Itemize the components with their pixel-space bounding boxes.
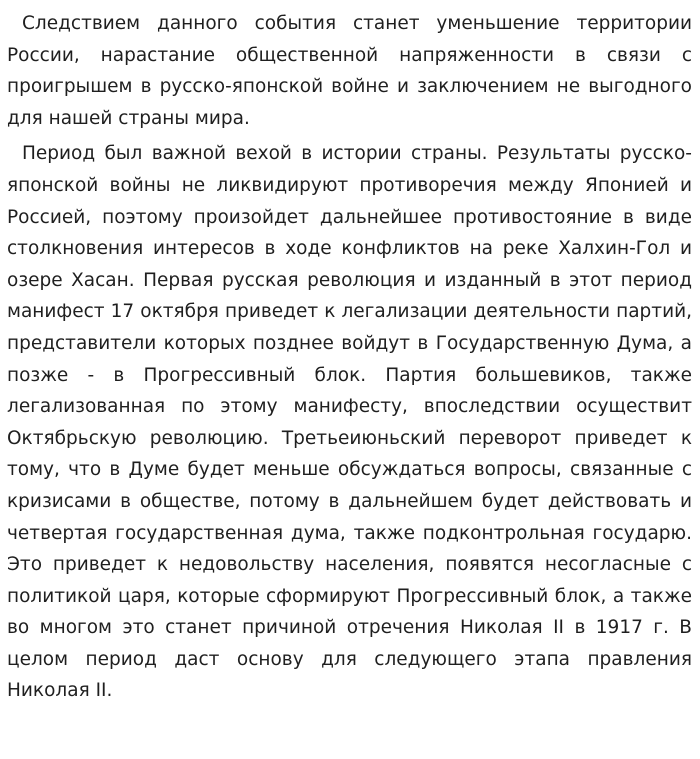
paragraph-consequences: Следствием данного события станет уменьшение территории России, нарастание общественной напряженности в связи с проигрышем в русско-японской войне и заключением не выгодного для нашей страны мира.	[7, 13, 692, 129]
paragraph-period-significance: Период был важной вехой в истории страны. Результаты русско-японской войны не ликвидируют противоречия между Японией и Россией, поэтому произойдет дальнейшее противостояние в виде столкновения интересов в ходе конфликтов на реке Халхин-Гол и озере Хасан. Первая русская революция и изданный в этот период манифест 17 октября приведет к легализации деятельности партий, представители которых позднее войдут в Государственную Дума, а позже - в Прогрессивный блок. Партия большевиков, также легализованная по этому манифесту, впоследствии осуществит Октябрьскую революцию. Третьеиюньский переворот приведет к тому, что в Думе будет меньше обсуждаться вопросы, связанные с кризисами в обществе, потому в дальнейшем будет действовать и четвертая государственная дума, также подконтрольная государю. Это приведет к недовольству населения, появятся несогласные с политикой царя, которые сформируют Прогрессивный блок, а также во многом это станет причиной отречения Николая II в 1917 г. В целом период даст основу для следующего этапа правления Николая II.	[7, 143, 692, 702]
